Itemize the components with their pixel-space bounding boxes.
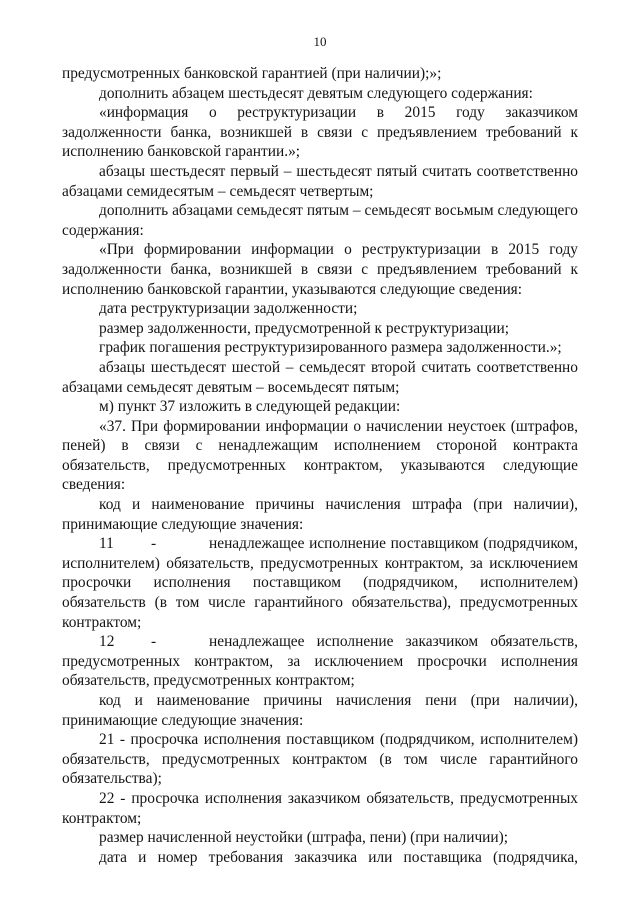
code-text: ненадлежащее исполнение заказчиком обязательств, bbox=[209, 633, 578, 651]
paragraph: код и наименование причины начисления штрафа (при наличии), принимающие следующие значения: bbox=[62, 496, 578, 533]
code-number: 11 bbox=[99, 535, 114, 553]
paragraph: 21 - просрочка исполнения поставщиком (подрядчиком, исполнителем) обязательств, предусмотренных контрактом (в том числе гарантийного обязательства); bbox=[62, 731, 578, 788]
page-number: 10 bbox=[313, 34, 327, 49]
paragraph: дата реструктуризации задолженности; bbox=[99, 300, 358, 318]
code-12-continuation: предусмотренных контрактом, за исключением просрочки исполнения обязательств, предусмотренных контрактом; bbox=[62, 652, 578, 690]
paragraph: абзацы шестьдесят шестой – семьдесят второй считать соответственно абзацами семьдесят девятым – восемьдесят пятым; bbox=[62, 358, 578, 396]
code-text: ненадлежащее исполнение поставщиком (подрядчиком, bbox=[209, 535, 578, 553]
paragraph: дополнить абзацем шестьдесят девятым следующего содержания: bbox=[99, 84, 533, 102]
code-dash: - bbox=[151, 535, 157, 553]
paragraph: м) пункт 37 изложить в следующей редакции: bbox=[99, 398, 401, 416]
code-number: 12 bbox=[99, 633, 115, 651]
document-page bbox=[62, 34, 578, 867]
paragraph: график погашения реструктуризированного размера задолженности.»; bbox=[99, 339, 562, 357]
code-dash: - bbox=[151, 633, 157, 651]
paragraph: «информация о реструктуризации в 2015 году заказчиком задолженности банка, возникшей в связи с предъявлением требований к исполнению банковской гарантии.»; bbox=[62, 104, 578, 161]
paragraph: дополнить абзацами семьдесят пятым – семьдесят восьмым следующего содержания: bbox=[62, 202, 578, 239]
paragraph: «37. При формировании информации о начислении неустоек (штрафов, пеней) в связи с ненадлежащим исполнением стороной контракта обязательств, предусмотренных контрактом, указываются следующие сведения: bbox=[62, 417, 578, 494]
paragraph: код и наименование причины начисления пени (при наличии), принимающие следующие значения: bbox=[62, 692, 578, 729]
paragraph: дата и номер требования заказчика или поставщика (подрядчика, bbox=[99, 848, 578, 866]
code-11-first-line bbox=[62, 534, 578, 554]
paragraph: 22 - просрочка исполнения заказчиком обязательств, предусмотренных контрактом; bbox=[62, 789, 578, 827]
paragraph: размер задолженности, предусмотренной к реструктуризации; bbox=[99, 319, 510, 337]
paragraph: размер начисленной неустойки (штрафа, пени) (при наличии); bbox=[99, 829, 509, 847]
paragraph: «При формировании информации о реструктуризации в 2015 году задолженности банка, возникшей в связи с предъявлением требований к исполнению банковской гарантии, указываются следующие сведения: bbox=[62, 241, 578, 298]
paragraph: абзацы шестьдесят первый – шестьдесят пятый считать соответственно абзацами семидесятым – семьдесят четвертым; bbox=[62, 162, 578, 200]
paragraph: предусмотренных банковской гарантией (при наличии);»; bbox=[62, 65, 442, 82]
code-12-first-line bbox=[62, 632, 578, 652]
code-11-continuation: исполнителем) обязательств, предусмотренных контрактом, за исключением просрочки исполнения поставщиком (подрядчиком, исполнителем) обязательств (в том числе гарантийного обязательства), предусмотренных контрактом; bbox=[62, 554, 578, 631]
